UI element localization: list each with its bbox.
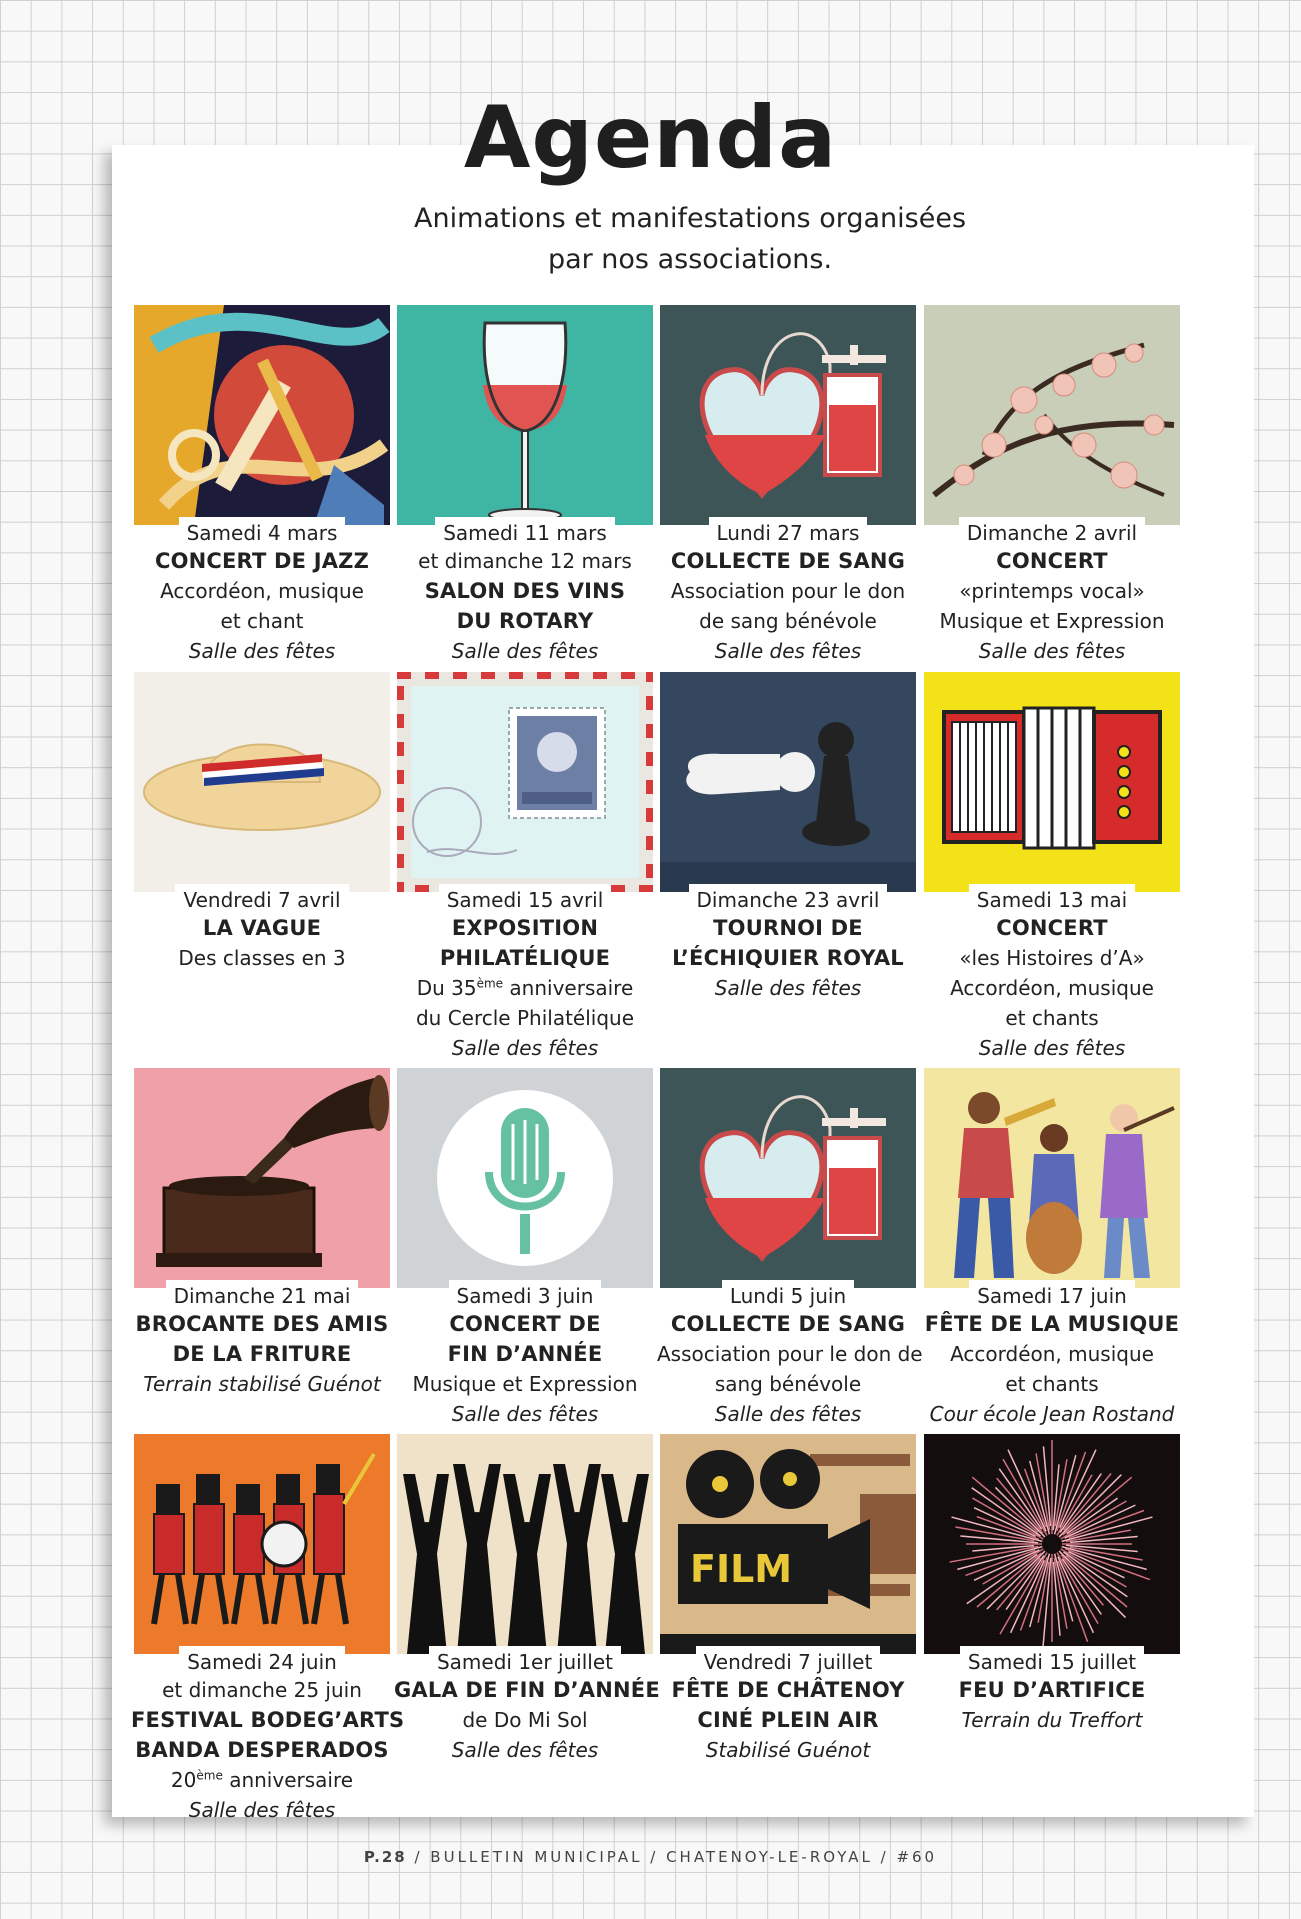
page-subtitle: [0, 198, 1301, 280]
event-title: L’ÉCHIQUIER ROYAL: [672, 946, 904, 970]
event-detail: «les Histoires d’A»: [959, 946, 1145, 970]
crowd-silhouettes-illustration: [397, 1434, 653, 1654]
boater-hat-illustration: [134, 672, 390, 892]
event-title: FÊTE DE CHÂTENOY: [671, 1678, 905, 1702]
event-card: [657, 1434, 919, 1765]
event-card: [921, 1068, 1183, 1429]
event-date: Dimanche 23 avril: [689, 884, 888, 913]
marching-band-illustration: [134, 1434, 390, 1654]
event-venue: Salle des fêtes: [714, 976, 862, 1000]
event-detail: Accordéon, musique: [950, 976, 1154, 1000]
event-title: COLLECTE DE SANG: [670, 549, 906, 573]
event-detail: Association pour le don de: [657, 1342, 923, 1366]
event-detail: et chant: [220, 609, 304, 633]
event-detail: Musique et Expression: [412, 1372, 638, 1396]
event-title: CONCERT DE JAZZ: [154, 549, 370, 573]
event-venue: Salle des fêtes: [451, 1036, 599, 1060]
event-title: CONCERT: [996, 549, 1108, 573]
event-venue: Salle des fêtes: [714, 1402, 862, 1426]
event-title: CINÉ PLEIN AIR: [697, 1708, 879, 1732]
event-venue: Salle des fêtes: [451, 639, 599, 663]
musicians-image: [924, 1068, 1180, 1288]
event-detail: Accordéon, musique: [160, 579, 364, 603]
microphone-illustration: [397, 1068, 653, 1288]
blood-heart-illustration: [660, 1068, 916, 1288]
event-venue: Salle des fêtes: [188, 1798, 336, 1822]
event-title: FÊTE DE LA MUSIQUE: [924, 1312, 1180, 1336]
event-card: [394, 305, 656, 666]
marching-band-image: [134, 1434, 390, 1654]
microphone-image: [397, 1068, 653, 1288]
event-date: Samedi 17 juin: [969, 1280, 1135, 1309]
cherry-blossom-illustration: [924, 305, 1180, 525]
event-title: FEU D’ARTIFICE: [958, 1678, 1146, 1702]
event-card: [657, 1068, 923, 1429]
blood-heart-image: [660, 1068, 916, 1288]
event-title: COLLECTE DE SANG: [670, 1312, 906, 1336]
event-venue: Salle des fêtes: [714, 639, 862, 663]
event-venue: Salle des fêtes: [978, 1036, 1126, 1060]
event-card: [131, 1434, 405, 1825]
wine-glass-illustration: [397, 305, 653, 525]
event-date: Samedi 1er juillet: [429, 1646, 621, 1675]
event-title: LA VAGUE: [202, 916, 322, 940]
event-card: [394, 1068, 656, 1429]
stamp-envelope-illustration: [397, 672, 653, 892]
event-date: Samedi 13 mai: [969, 884, 1135, 913]
event-detail: Du 35ème anniversaire: [416, 976, 634, 1000]
event-card: [394, 672, 656, 1063]
event-title: CONCERT DE: [449, 1312, 601, 1336]
event-venue: Salle des fêtes: [978, 639, 1126, 663]
event-date: Dimanche 2 avril: [959, 517, 1145, 546]
event-card: [657, 672, 919, 1003]
event-title: GALA DE FIN D’ANNÉE: [394, 1678, 660, 1702]
page-title: Agenda: [463, 88, 838, 188]
event-card: [131, 305, 393, 666]
subtitle-line: par nos associations.: [547, 244, 833, 275]
event-venue: Salle des fêtes: [451, 1402, 599, 1426]
event-card: [131, 672, 393, 973]
accordion-illustration: [924, 672, 1180, 892]
event-title: FIN D’ANNÉE: [447, 1342, 603, 1366]
event-detail: du Cercle Philatélique: [415, 1006, 635, 1030]
event-card: [657, 305, 919, 666]
event-date: Samedi 3 juin: [449, 1280, 602, 1309]
event-date: Dimanche 21 mai: [166, 1280, 359, 1309]
event-date: Vendredi 7 avril: [175, 884, 348, 913]
event-detail: Des classes en 3: [178, 946, 346, 970]
wine-glass-image: [397, 305, 653, 525]
event-title: TOURNOI DE: [713, 916, 863, 940]
event-detail: 20ème anniversaire: [170, 1768, 354, 1792]
event-card: [921, 1434, 1183, 1735]
event-detail: Association pour le don: [670, 579, 906, 603]
event-date: Vendredi 7 juillet: [696, 1646, 881, 1675]
event-title: DU ROTARY: [456, 609, 594, 633]
crowd-silhouettes-image: [397, 1434, 653, 1654]
event-card: [921, 672, 1183, 1063]
event-venue: Cour école Jean Rostand: [929, 1402, 1175, 1426]
event-date: Samedi 4 mars: [179, 517, 346, 546]
event-title: SALON DES VINS: [424, 579, 626, 603]
ordinal-suffix: ème: [476, 976, 504, 991]
event-date: Samedi 11 mars: [435, 517, 615, 546]
event-detail: «printemps vocal»: [959, 579, 1145, 603]
footer-page-number: P.28: [363, 1848, 407, 1866]
event-detail: de Do Mi Sol: [462, 1708, 588, 1732]
film-projector-image: [660, 1434, 916, 1654]
blood-heart-illustration: [660, 305, 916, 525]
event-card: [394, 1434, 660, 1765]
chess-pawns-illustration: [660, 672, 916, 892]
page-footer: [0, 1848, 1301, 1866]
event-date: Lundi 27 mars: [709, 517, 868, 546]
film-label: FILM: [690, 1547, 793, 1591]
fireworks-image: [924, 1434, 1180, 1654]
event-detail: Musique et Expression: [939, 609, 1165, 633]
jazz-abstract-image: [134, 305, 390, 525]
subtitle-line: Animations et manifestations organisées: [413, 203, 967, 234]
accordion-image: [924, 672, 1180, 892]
chess-pawns-image: [660, 672, 916, 892]
event-title: BROCANTE DES AMIS: [135, 1312, 389, 1336]
event-detail: et dimanche 12 mars: [418, 549, 632, 573]
musicians-illustration: [924, 1068, 1180, 1288]
cherry-blossom-image: [924, 305, 1180, 525]
event-title: BANDA DESPERADOS: [135, 1738, 389, 1762]
event-detail: Accordéon, musique: [950, 1342, 1154, 1366]
boater-hat-image: [134, 672, 390, 892]
event-venue: Salle des fêtes: [451, 1738, 599, 1762]
event-venue: Terrain stabilisé Guénot: [143, 1372, 381, 1396]
film-projector-illustration: [660, 1434, 916, 1654]
stamp-envelope-image: [397, 672, 653, 892]
event-card: [921, 305, 1183, 666]
gramophone-image: [134, 1068, 390, 1288]
event-venue: Terrain du Treffort: [961, 1708, 1143, 1732]
fireworks-illustration: [924, 1434, 1180, 1654]
event-date: Samedi 15 juillet: [960, 1646, 1144, 1675]
event-detail: et chants: [1005, 1372, 1099, 1396]
ordinal-suffix: ème: [196, 1768, 223, 1783]
event-title: EXPOSITION: [451, 916, 599, 940]
event-detail: et chants: [1005, 1006, 1099, 1030]
event-detail: de sang bénévole: [699, 609, 877, 633]
event-detail: et dimanche 25 juin: [162, 1678, 362, 1702]
footer-publication: / BULLETIN MUNICIPAL / CHATENOY-LE-ROYAL / #60: [406, 1848, 938, 1866]
event-title: PHILATÉLIQUE: [439, 946, 611, 970]
event-detail: sang bénévole: [714, 1372, 862, 1396]
event-date: Samedi 24 juin: [179, 1646, 345, 1675]
gramophone-illustration: [134, 1068, 390, 1288]
event-card: [131, 1068, 393, 1399]
jazz-abstract-illustration: [134, 305, 390, 525]
event-date: Samedi 15 avril: [439, 884, 612, 913]
event-title: DE LA FRITURE: [172, 1342, 352, 1366]
event-title: CONCERT: [996, 916, 1108, 940]
event-date: Lundi 5 juin: [722, 1280, 854, 1309]
event-venue: Stabilisé Guénot: [705, 1738, 871, 1762]
event-title: FESTIVAL BODEG’ARTS: [131, 1708, 405, 1732]
event-venue: Salle des fêtes: [188, 639, 336, 663]
blood-heart-image: [660, 305, 916, 525]
